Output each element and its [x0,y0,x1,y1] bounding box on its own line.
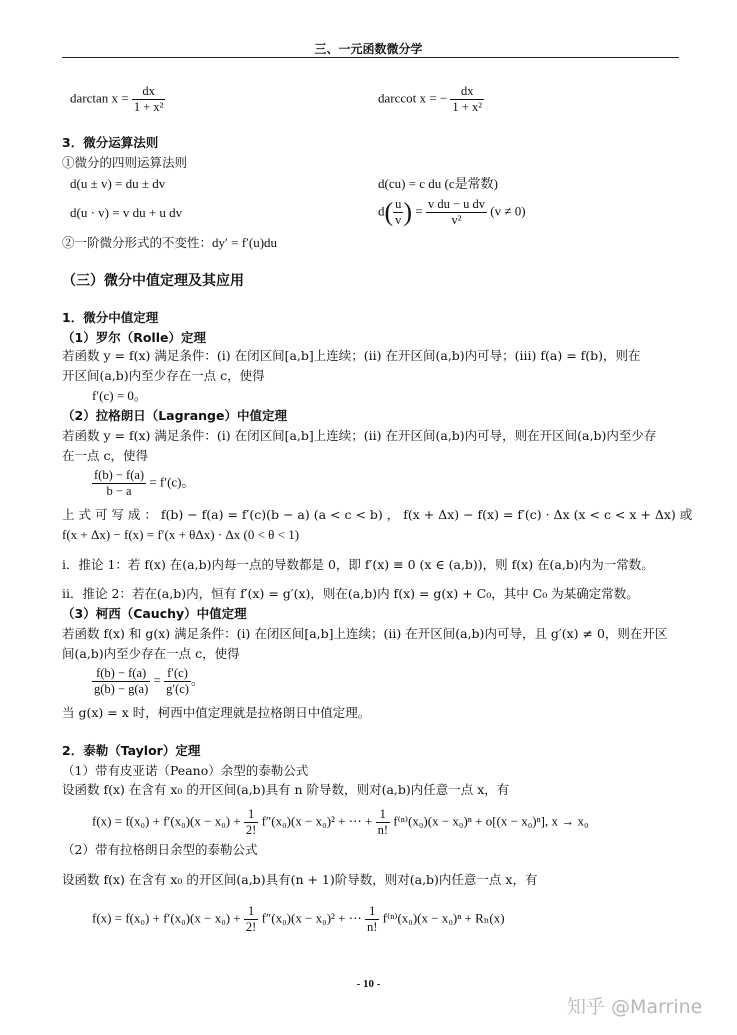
lagrange-line-4: f(x + Δx) − f(x) = f′(x + θΔx) · Δx (0 < θ < 1) [62,527,300,542]
cauchy-num-1: f(b) − f(a) [96,666,147,680]
lagrange-line-3: 上 式 可 写 成 ： f(b) − f(a) = f′(c)(b − a) (a < c < b) ， f(x + Δx) − f(x) = f′(c) · Δx (x < c < x + Δx) 或 [62,507,693,522]
cauchy-title: （3）柯西（Cauchy）中值定理 [62,606,247,621]
quotient-num: v du − u dv [427,197,485,211]
darctan-fraction [132,84,166,115]
lagrange-line-1: 若函数 y = f(x) 满足条件：(i) 在闭区间[a,b]上连续；(ii) 在开区间(a,b)内可导，则在开区间(a,b)内至少存 [62,428,657,443]
lagrange-line-2: 在一点 c，使得 [62,448,148,463]
cauchy-fraction-2 [164,666,191,697]
darccot-lhs: darccot x = − [378,90,448,106]
watermark: 知乎 @Marrine [567,996,703,1018]
lagrange-rhs: = f′(c)。 [149,474,195,490]
part-title-mvt: （三）微分中值定理及其应用 [62,273,244,289]
darccot-fraction [450,84,484,115]
cauchy-eq: = [153,672,161,688]
formula-darctan [70,84,165,115]
cauchy-den-2: g′(c) [166,682,189,696]
lagrange-fraction [92,468,146,499]
darccot-den: 1 + x² [452,100,482,114]
quotient-fraction [426,197,487,228]
quotient-d: d [378,203,385,219]
cauchy-line-2: 间(a,b)内至少存在一点 c，使得 [62,646,240,661]
header-rule [62,57,679,58]
corollary-1: i．推论 1：若 f(x) 在(a,b)内每一点的导数都是 0，即 f′(x) ≡ 0 (x ∈ (a,b))，则 f(x) 在(a,b)内为一常数。 [62,557,654,572]
quotient-inner-fraction [393,197,403,228]
peano-title: （1）带有皮亚诺（Peano）余型的泰勒公式 [62,763,309,778]
lagrange-remainder-formula [92,904,505,935]
cauchy-fraction-1 [92,666,150,697]
rolle-title: （1）罗尔（Rolle）定理 [62,330,206,345]
rule-product: d(u · v) = v du + u dv [70,205,183,220]
peano-f2-den: n! [377,823,389,837]
darctan-den: 1 + x² [133,100,164,114]
page-number: - 10 - [356,978,381,990]
lag-f1-den: 2! [245,920,257,934]
quotient-den: v² [426,212,487,228]
darctan-num: dx [142,84,155,98]
lagrange-remainder-line-1: 设函数 f(x) 在含有 x₀ 的开区间(a,b)具有(n + 1)阶导数，则对(a,b)内任意一点 x，有 [62,872,538,887]
invariance-label: ②一阶微分形式的不变性： [62,235,213,250]
taylor-title: 2．泰勒（Taylor）定理 [62,743,201,758]
cauchy-formula [92,666,204,697]
rule-sum: d(u ± v) = du ± dv [70,176,166,191]
lag-f1-num: 1 [247,904,255,918]
darccot-num: dx [460,84,474,98]
subsection-four-rules: ①微分的四则运算法则 [62,155,188,170]
cauchy-line-1: 若函数 f(x) 和 g(x) 满足条件：(i) 在闭区间[a,b]上连续；(ii) 在开区间(a,b)内可导，且 g′(x) ≠ 0，则在开区 [62,626,668,641]
peano-line-1: 设函数 f(x) 在含有 x₀ 的开区间(a,b)具有 n 阶导数，则对(a,b)内任意一点 x，有 [62,782,510,797]
lag-f2-num: 1 [369,904,376,918]
rule-quotient [378,197,526,228]
rolle-equation: f′(c) = 0。 [92,388,147,403]
quotient-eq: = [415,203,423,219]
peano-part-b: f″(x₀)(x − x₀)² + ⋯ + [261,813,373,829]
lag-fraction-2 [365,904,379,935]
lagrange-num: f(b) − f(a) [94,468,145,482]
right-paren-icon: ) [403,197,413,227]
section-title-diff-rules: 3．微分运算法则 [62,135,159,150]
rule-const: d(cu) = c du (c是常数) [378,176,498,191]
invariance-formula: dy′ = f′(u)du [212,235,278,250]
formula-darccot [378,84,484,115]
lag-part-c: f⁽ⁿ⁾(x₀)(x − x₀)ⁿ + Rₙ(x) [382,910,505,926]
peano-fraction-2 [376,807,390,838]
darctan-lhs: darctan x = [70,90,129,106]
peano-part-a: f(x) = f(x₀) + f′(x₀)(x − x₀) + [92,813,241,829]
peano-f1-den: 2! [245,823,257,837]
lagrange-title: （2）拉格朗日（Lagrange）中值定理 [62,408,287,423]
cauchy-den-1: g(b) − g(a) [94,682,149,696]
first-order-invariance [62,233,277,253]
lag-part-b: f″(x₀)(x − x₀)² + ⋯ [261,910,362,926]
page-header: 三、一元函数微分学 [314,42,423,56]
lag-f2-den: n! [367,920,378,934]
rolle-line-1: 若函数 y = f(x) 满足条件：(i) 在闭区间[a,b]上连续；(ii) 在开区间(a,b)内可导；(iii) f(a) = f(b)，则在 [62,348,641,363]
peano-fraction-1 [244,807,258,838]
lagrange-remainder-title: （2）带有拉格朗日余型的泰勒公式 [62,842,258,857]
peano-f2-num: 1 [379,807,386,821]
lag-fraction-1 [244,904,258,935]
quotient-cond: (v ≠ 0) [490,203,526,219]
peano-f1-num: 1 [247,807,255,821]
lagrange-formula [92,468,195,499]
cauchy-num-2: f′(c) [167,666,188,680]
cauchy-end: 。 [190,672,204,688]
cauchy-note: 当 g(x) = x 时，柯西中值定理就是拉格朗日中值定理。 [62,705,371,720]
peano-part-c: f⁽ⁿ⁾(x₀)(x − x₀)ⁿ + o[(x − x₀)ⁿ], x → x₀ [393,813,589,829]
left-paren-icon: ( [384,197,394,227]
peano-formula [92,807,589,838]
corollary-2: ii．推论 2：若在(a,b)内，恒有 f′(x) = g′(x)，则在(a,b)内 f(x) = g(x) + C₀，其中 C₀ 为某确定常数。 [62,586,639,601]
quotient-inner-den: v [395,213,402,227]
lag-part-a: f(x) = f(x₀) + f′(x₀)(x − x₀) + [92,910,241,926]
lagrange-den: b − a [92,483,146,499]
mvt-title: 1．微分中值定理 [62,310,159,325]
rolle-line-2: 开区间(a,b)内至少存在一点 c，使得 [62,368,265,383]
quotient-inner-num: u [395,197,402,211]
